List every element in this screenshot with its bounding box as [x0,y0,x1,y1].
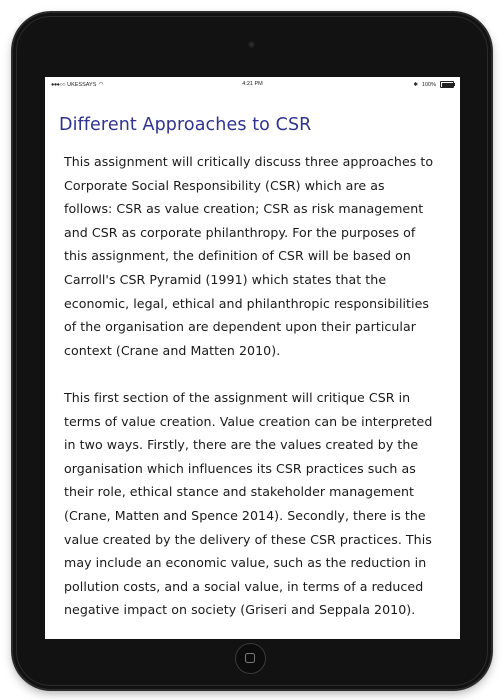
text-line: and CSR as corporate philanthropy. For the purposes of [64,224,416,240]
signal-dots-icon: ●●●○○ [51,81,66,88]
text-line: negative impact on society (Griseri and Seppala 2010). [64,602,416,618]
text-line: Carroll's CSR Pyramid (1991) which states that the [64,271,387,287]
front-camera [248,41,255,48]
home-button[interactable] [235,643,266,674]
text-line: context (Crane and Matten 2010). [64,342,281,358]
battery-percent: 100% [421,81,436,88]
text-line: This assignment will critically discuss three approaches to [64,154,434,169]
article-title: Different Approaches to CSR [59,115,312,135]
text-line: value created by the delivery of these CSR practices. This [64,531,432,547]
text-line: in two ways. Firstly, there are the values created by the [64,437,419,453]
article-paragraph [64,386,444,622]
text-line: of the organisation are dependent upon their particular [64,319,416,335]
carrier-name: UKESSAYS [67,81,97,88]
text-line: (Crane, Matten and Spence 2014). Secondly, there is the [64,507,426,523]
wifi-icon: ◠ [98,82,104,88]
battery-icon [440,81,454,88]
article-body [64,150,444,639]
text-line: pollution costs, and a social value, in terms of a reduced [64,578,424,594]
status-bar [45,77,460,90]
text-line: their role, ethical stance and stakeholder management [64,484,415,500]
status-time: 4:21 PM [242,81,263,87]
text-line: terms of value creation. Value creation can be interpreted [64,413,433,429]
article-paragraph [64,150,444,362]
text-line: Corporate Social Responsibility (CSR) which are as [64,177,385,193]
home-square-icon [245,653,255,663]
tablet-device-frame [13,13,491,689]
tablet-screen [45,77,460,639]
text-line: This first section of the assignment will critique CSR in [64,389,411,405]
text-line: organisation which influences its CSR practices such as [64,460,416,476]
text-line: economic, legal, ethical and philanthropic responsibilities [64,295,429,311]
bluetooth-icon: ✱ [413,81,418,88]
text-line: this assignment, the definition of CSR will be based on [64,248,411,264]
text-line: follows: CSR as value creation; CSR as risk management [64,201,424,217]
text-line: may include an economic value, such as the reduction in [64,555,427,571]
status-right [413,81,454,88]
